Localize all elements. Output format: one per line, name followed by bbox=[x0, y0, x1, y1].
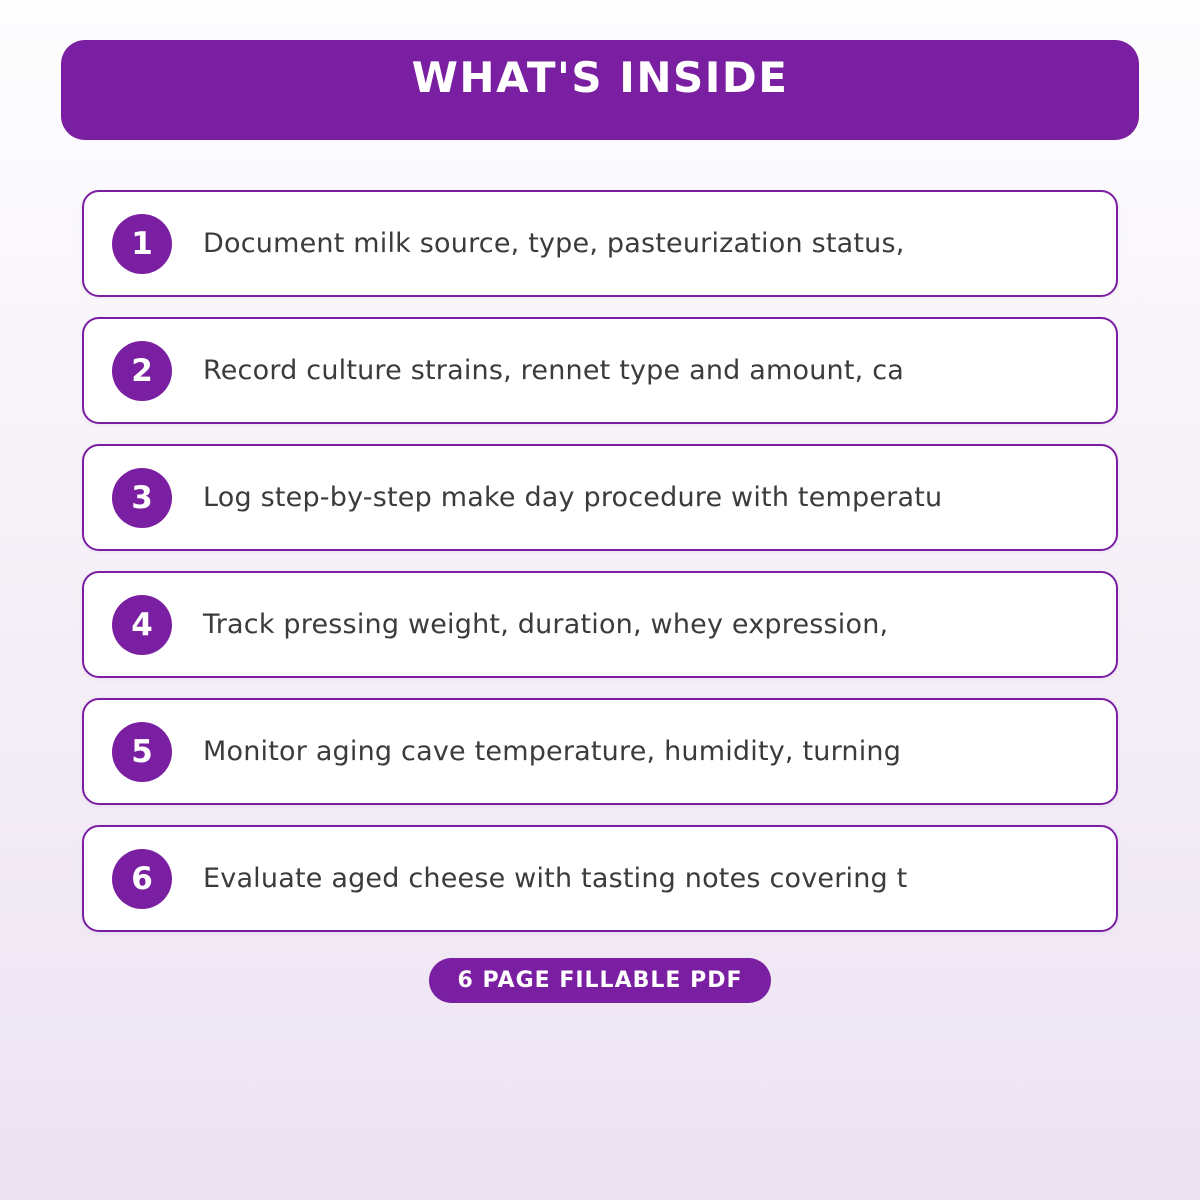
list-item-text: Track pressing weight, duration, whey expression, bbox=[203, 609, 889, 640]
item-number-badge: 6 bbox=[112, 849, 172, 909]
item-number-badge: 2 bbox=[112, 341, 172, 401]
pdf-page-count-badge: 6 PAGE FILLABLE PDF bbox=[429, 958, 770, 1003]
list-item bbox=[82, 190, 1118, 297]
list-item bbox=[82, 317, 1118, 424]
item-number-badge: 3 bbox=[112, 468, 172, 528]
list-item-text: Document milk source, type, pasteurization status, bbox=[203, 228, 905, 259]
feature-list bbox=[82, 190, 1118, 932]
list-item bbox=[82, 825, 1118, 932]
page-title: WHAT'S INSIDE bbox=[411, 53, 789, 102]
item-number-badge: 5 bbox=[112, 722, 172, 782]
list-item-text: Monitor aging cave temperature, humidity, turning bbox=[203, 736, 902, 767]
list-item-text: Evaluate aged cheese with tasting notes covering t bbox=[203, 863, 908, 894]
list-item bbox=[82, 444, 1118, 551]
footer-badge-row bbox=[0, 958, 1200, 1003]
list-item-text: Record culture strains, rennet type and amount, ca bbox=[203, 355, 905, 386]
list-item bbox=[82, 571, 1118, 678]
item-number-badge: 4 bbox=[112, 595, 172, 655]
list-item-text: Log step-by-step make day procedure with temperatu bbox=[203, 482, 943, 513]
header-banner bbox=[61, 40, 1139, 140]
item-number-badge: 1 bbox=[112, 214, 172, 274]
list-item bbox=[82, 698, 1118, 805]
